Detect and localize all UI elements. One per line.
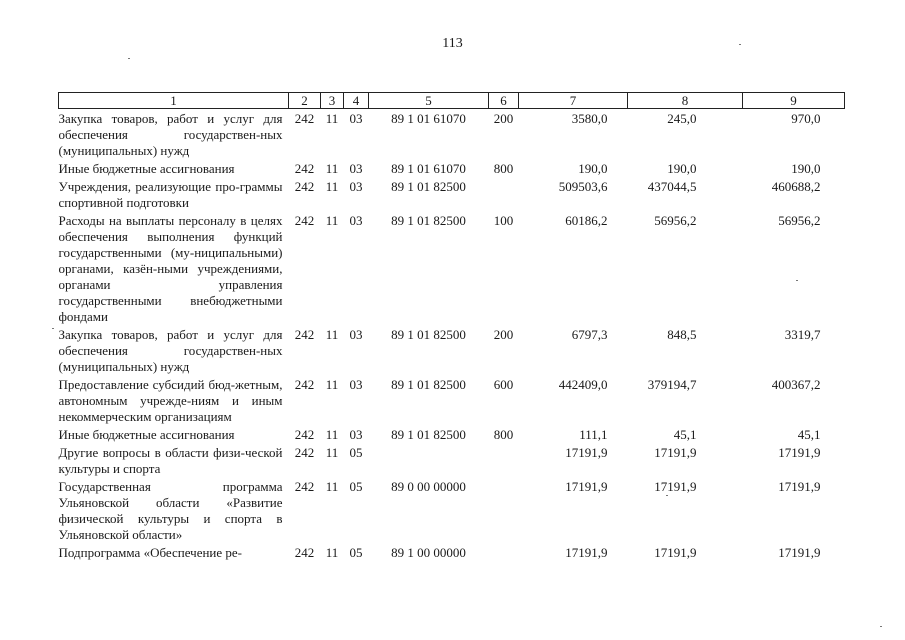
table-row [59,211,845,325]
cell-code-6 [489,177,519,211]
table-row [59,477,845,543]
cell-amount-9: 56956,2 [778,213,821,228]
cell-code-6: 600 [493,377,514,392]
cell-code-6: 800 [493,161,514,176]
row-description: Иные бюджетные ассигнования [58,427,235,442]
cell-code-2: 242 [294,179,315,194]
column-header: 4 [344,93,369,109]
scan-speck [128,58,130,59]
cell-code-3: 11 [325,445,339,460]
cell-amount-8: 17191,9 [654,445,697,460]
cell-code-6 [489,477,519,543]
cell-amount-7: 17191,9 [565,445,608,460]
cell-code-5: 89 1 00 00000 [391,545,466,560]
column-header: 1 [59,93,289,109]
cell-code-5: 89 1 01 82500 [391,427,466,442]
row-description: Подпрограмма «Обеспечение ре- [58,545,243,560]
cell-amount-7: 60186,2 [565,213,608,228]
cell-amount-8: 17191,9 [654,545,697,560]
page-number: 113 [442,36,463,51]
cell-code-5: 89 1 01 61070 [391,111,466,126]
table-row [59,109,845,160]
cell-amount-8: 45,1 [673,427,697,442]
cell-code-4: 03 [349,111,363,126]
cell-code-2: 242 [294,111,315,126]
column-header: 8 [628,93,743,109]
cell-code-5: 89 1 01 82500 [391,179,466,194]
cell-amount-7: 17191,9 [565,479,608,494]
cell-code-5: 89 1 01 82500 [391,327,466,342]
cell-code-3: 11 [325,327,339,342]
cell-code-3: 11 [325,179,339,194]
table-row [59,375,845,425]
cell-code-5: 89 0 00 00000 [391,479,466,494]
scan-speck [666,495,668,496]
column-header: 7 [519,93,628,109]
column-header: 5 [369,93,489,109]
cell-code-4: 05 [349,445,363,460]
cell-code-6 [489,543,519,561]
cell-amount-9: 3319,7 [784,327,821,342]
cell-code-6 [489,443,519,477]
cell-amount-9: 190,0 [791,161,821,176]
row-description: Другие вопросы в области физи-ческой культуры и спорта [58,445,283,476]
cell-amount-8: 437044,5 [647,179,697,194]
cell-amount-8: 245,0 [667,111,697,126]
column-header: 6 [489,93,519,109]
cell-amount-8: 848,5 [667,327,697,342]
column-header: 2 [289,93,321,109]
cell-code-5: 89 1 01 82500 [391,377,466,392]
row-description: Учреждения, реализующие про-граммы спортивной подготовки [58,179,283,210]
cell-code-2: 242 [294,427,315,442]
scan-speck [880,626,882,627]
cell-amount-9: 17191,9 [778,445,821,460]
cell-amount-8: 17191,9 [654,479,697,494]
cell-amount-8: 379194,7 [647,377,697,392]
table-body [59,109,845,562]
table-row [59,177,845,211]
cell-code-3: 11 [325,427,339,442]
row-description: Государственная программа Ульяновской области «Развитие физической культуры и спорта в Ульяновской области» [58,479,283,542]
cell-amount-8: 190,0 [667,161,697,176]
cell-amount-9: 400367,2 [771,377,821,392]
cell-code-2: 242 [294,479,315,494]
cell-code-4: 03 [349,327,363,342]
cell-code-3: 11 [325,377,339,392]
cell-amount-9: 17191,9 [778,545,821,560]
cell-code-6: 100 [493,213,514,228]
cell-amount-9: 460688,2 [771,179,821,194]
cell-code-3: 11 [325,213,339,228]
cell-amount-7: 442409,0 [558,377,608,392]
table-row [59,325,845,375]
cell-amount-7: 17191,9 [565,545,608,560]
cell-code-6: 800 [493,427,514,442]
cell-amount-7: 509503,6 [558,179,608,194]
row-description: Закупка товаров, работ и услуг для обеспечения государствен-ных (муниципальных) нужд [58,111,283,158]
scan-speck [52,328,54,329]
column-header: 9 [743,93,845,109]
cell-code-3: 11 [325,161,339,176]
cell-code-4: 03 [349,427,363,442]
cell-code-2: 242 [294,213,315,228]
cell-code-6: 200 [493,327,514,342]
cell-code-2: 242 [294,327,315,342]
cell-code-2: 242 [294,445,315,460]
cell-code-4: 05 [349,545,363,560]
cell-code-3: 11 [325,111,339,126]
table-row [59,443,845,477]
cell-code-4: 03 [349,213,363,228]
cell-code-4: 03 [349,161,363,176]
cell-code-6: 200 [493,111,514,126]
cell-code-2: 242 [294,545,315,560]
scan-speck [796,280,798,281]
column-header: 3 [321,93,344,109]
cell-code-5 [369,443,489,477]
cell-amount-7: 190,0 [578,161,608,176]
cell-code-4: 05 [349,479,363,494]
cell-amount-7: 111,1 [579,427,608,442]
cell-code-2: 242 [294,377,315,392]
cell-amount-8: 56956,2 [654,213,697,228]
cell-code-3: 11 [325,479,339,494]
cell-code-4: 03 [349,179,363,194]
row-description: Предоставление субсидий бюд-жетным, автономным учрежде-ниям и иным некоммерческим организациям [58,377,283,424]
row-description: Закупка товаров, работ и услуг для обеспечения государствен-ных (муниципальных) нужд [58,327,283,374]
cell-code-4: 03 [349,377,363,392]
cell-code-5: 89 1 01 61070 [391,161,466,176]
row-description: Расходы на выплаты персоналу в целях обеспечения выполнения функций государственными (му-ниципальными) органами, казён-ными учреждениями, органами управления государственными внебюджетными фондами [58,213,283,324]
budget-table [58,92,845,561]
cell-code-3: 11 [325,545,339,560]
cell-code-5: 89 1 01 82500 [391,213,466,228]
cell-amount-9: 17191,9 [778,479,821,494]
table-row [59,425,845,443]
cell-amount-7: 3580,0 [571,111,608,126]
cell-amount-7: 6797,3 [571,327,608,342]
scan-speck [739,44,741,45]
header-row [59,93,845,109]
table-row [59,159,845,177]
cell-code-2: 242 [294,161,315,176]
cell-amount-9: 45,1 [797,427,821,442]
cell-amount-9: 970,0 [791,111,821,126]
row-description: Иные бюджетные ассигнования [58,161,235,176]
table-row [59,543,845,561]
